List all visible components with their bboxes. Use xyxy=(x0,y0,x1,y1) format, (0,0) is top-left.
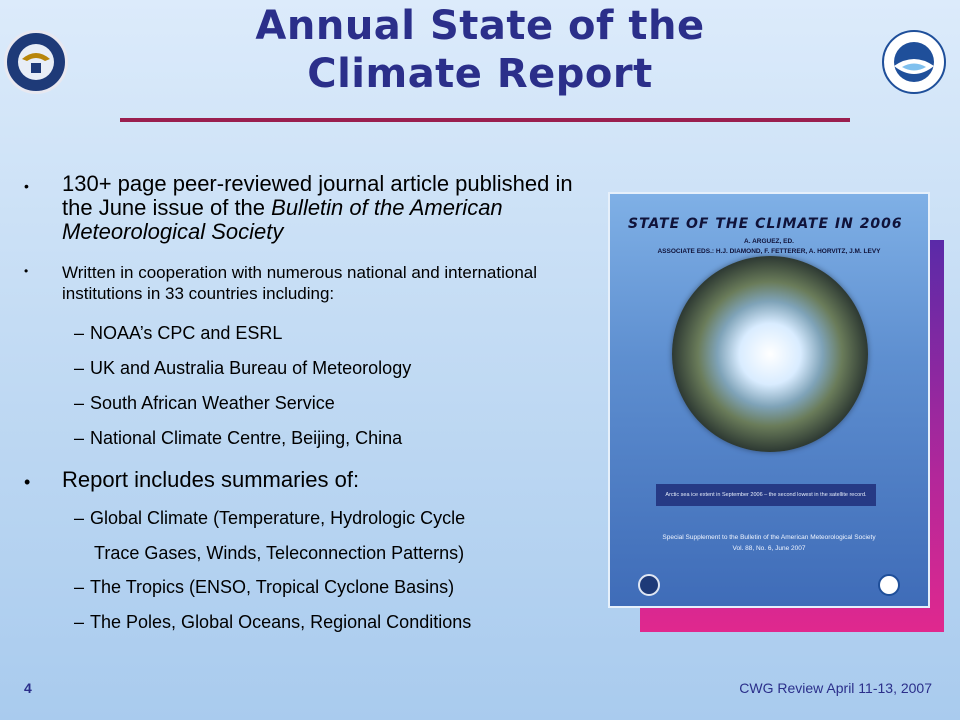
bullet-marker: • xyxy=(24,178,29,194)
cover-supplement-line-1: Special Supplement to the Bulletin of the American Meteorological Society xyxy=(662,534,876,541)
sub-item-noaa: – NOAA’s CPC and ESRL xyxy=(74,323,283,343)
slide-title-line-1: Annual State of the xyxy=(255,3,705,49)
sub-item-uk-australia: – UK and Australia Bureau of Meteorology xyxy=(74,358,412,378)
cover-supplement-line-2: Vol. 88, No. 6, June 2007 xyxy=(732,545,806,552)
sub-item-south-africa: – South African Weather Service xyxy=(74,393,335,413)
sub-item-global-climate-cont: Trace Gases, Winds, Teleconnection Patterns) xyxy=(94,543,465,563)
sub-item-tropics: – The Tropics (ENSO, Tropical Cyclone Basins) xyxy=(74,577,455,597)
cover-caption-banner: Arctic sea ice extent in September 2006 – the second lowest in the satellite record. xyxy=(656,484,876,506)
sub-item-global-climate: – Global Climate (Temperature, Hydrologic Cycle xyxy=(74,508,466,528)
journal-name: Bulletin of the American Meteorological Society xyxy=(62,195,503,244)
footer-text: CWG Review April 11-13, 2007 xyxy=(739,680,932,696)
bullet-summaries: Report includes summaries of: xyxy=(62,467,360,492)
bullet-cooperation: Written in cooperation with numerous national and international institutions in 33 countries including: xyxy=(62,263,538,303)
sub-item-beijing: – National Climate Centre, Beijing, China xyxy=(74,428,403,448)
report-cover-image xyxy=(608,192,930,608)
bullet-journal-article xyxy=(62,172,602,244)
cover-commerce-seal-icon xyxy=(638,574,660,596)
bullet-journal-article-text: 130+ page peer-reviewed journal article published in the June issue of the xyxy=(62,171,573,220)
cover-editor: A. ARGUEZ, ED. xyxy=(744,238,794,245)
bullet-marker: • xyxy=(24,264,29,278)
slide-title-line-2: Climate Report xyxy=(307,51,653,97)
sub-item-poles: – The Poles, Global Oceans, Regional Conditions xyxy=(74,612,472,632)
cover-associate-editors: ASSOCIATE EDS.: H.J. DIAMOND, F. FETTERER, A. HORVITZ, J.M. LEVY xyxy=(657,248,881,255)
cover-title: STATE OF THE CLIMATE IN 2006 xyxy=(628,216,903,232)
arctic-globe-image xyxy=(672,256,868,452)
bullet-marker: • xyxy=(24,472,31,492)
slide-number: 4 xyxy=(24,680,32,696)
cover-noaa-logo-icon xyxy=(878,574,900,596)
